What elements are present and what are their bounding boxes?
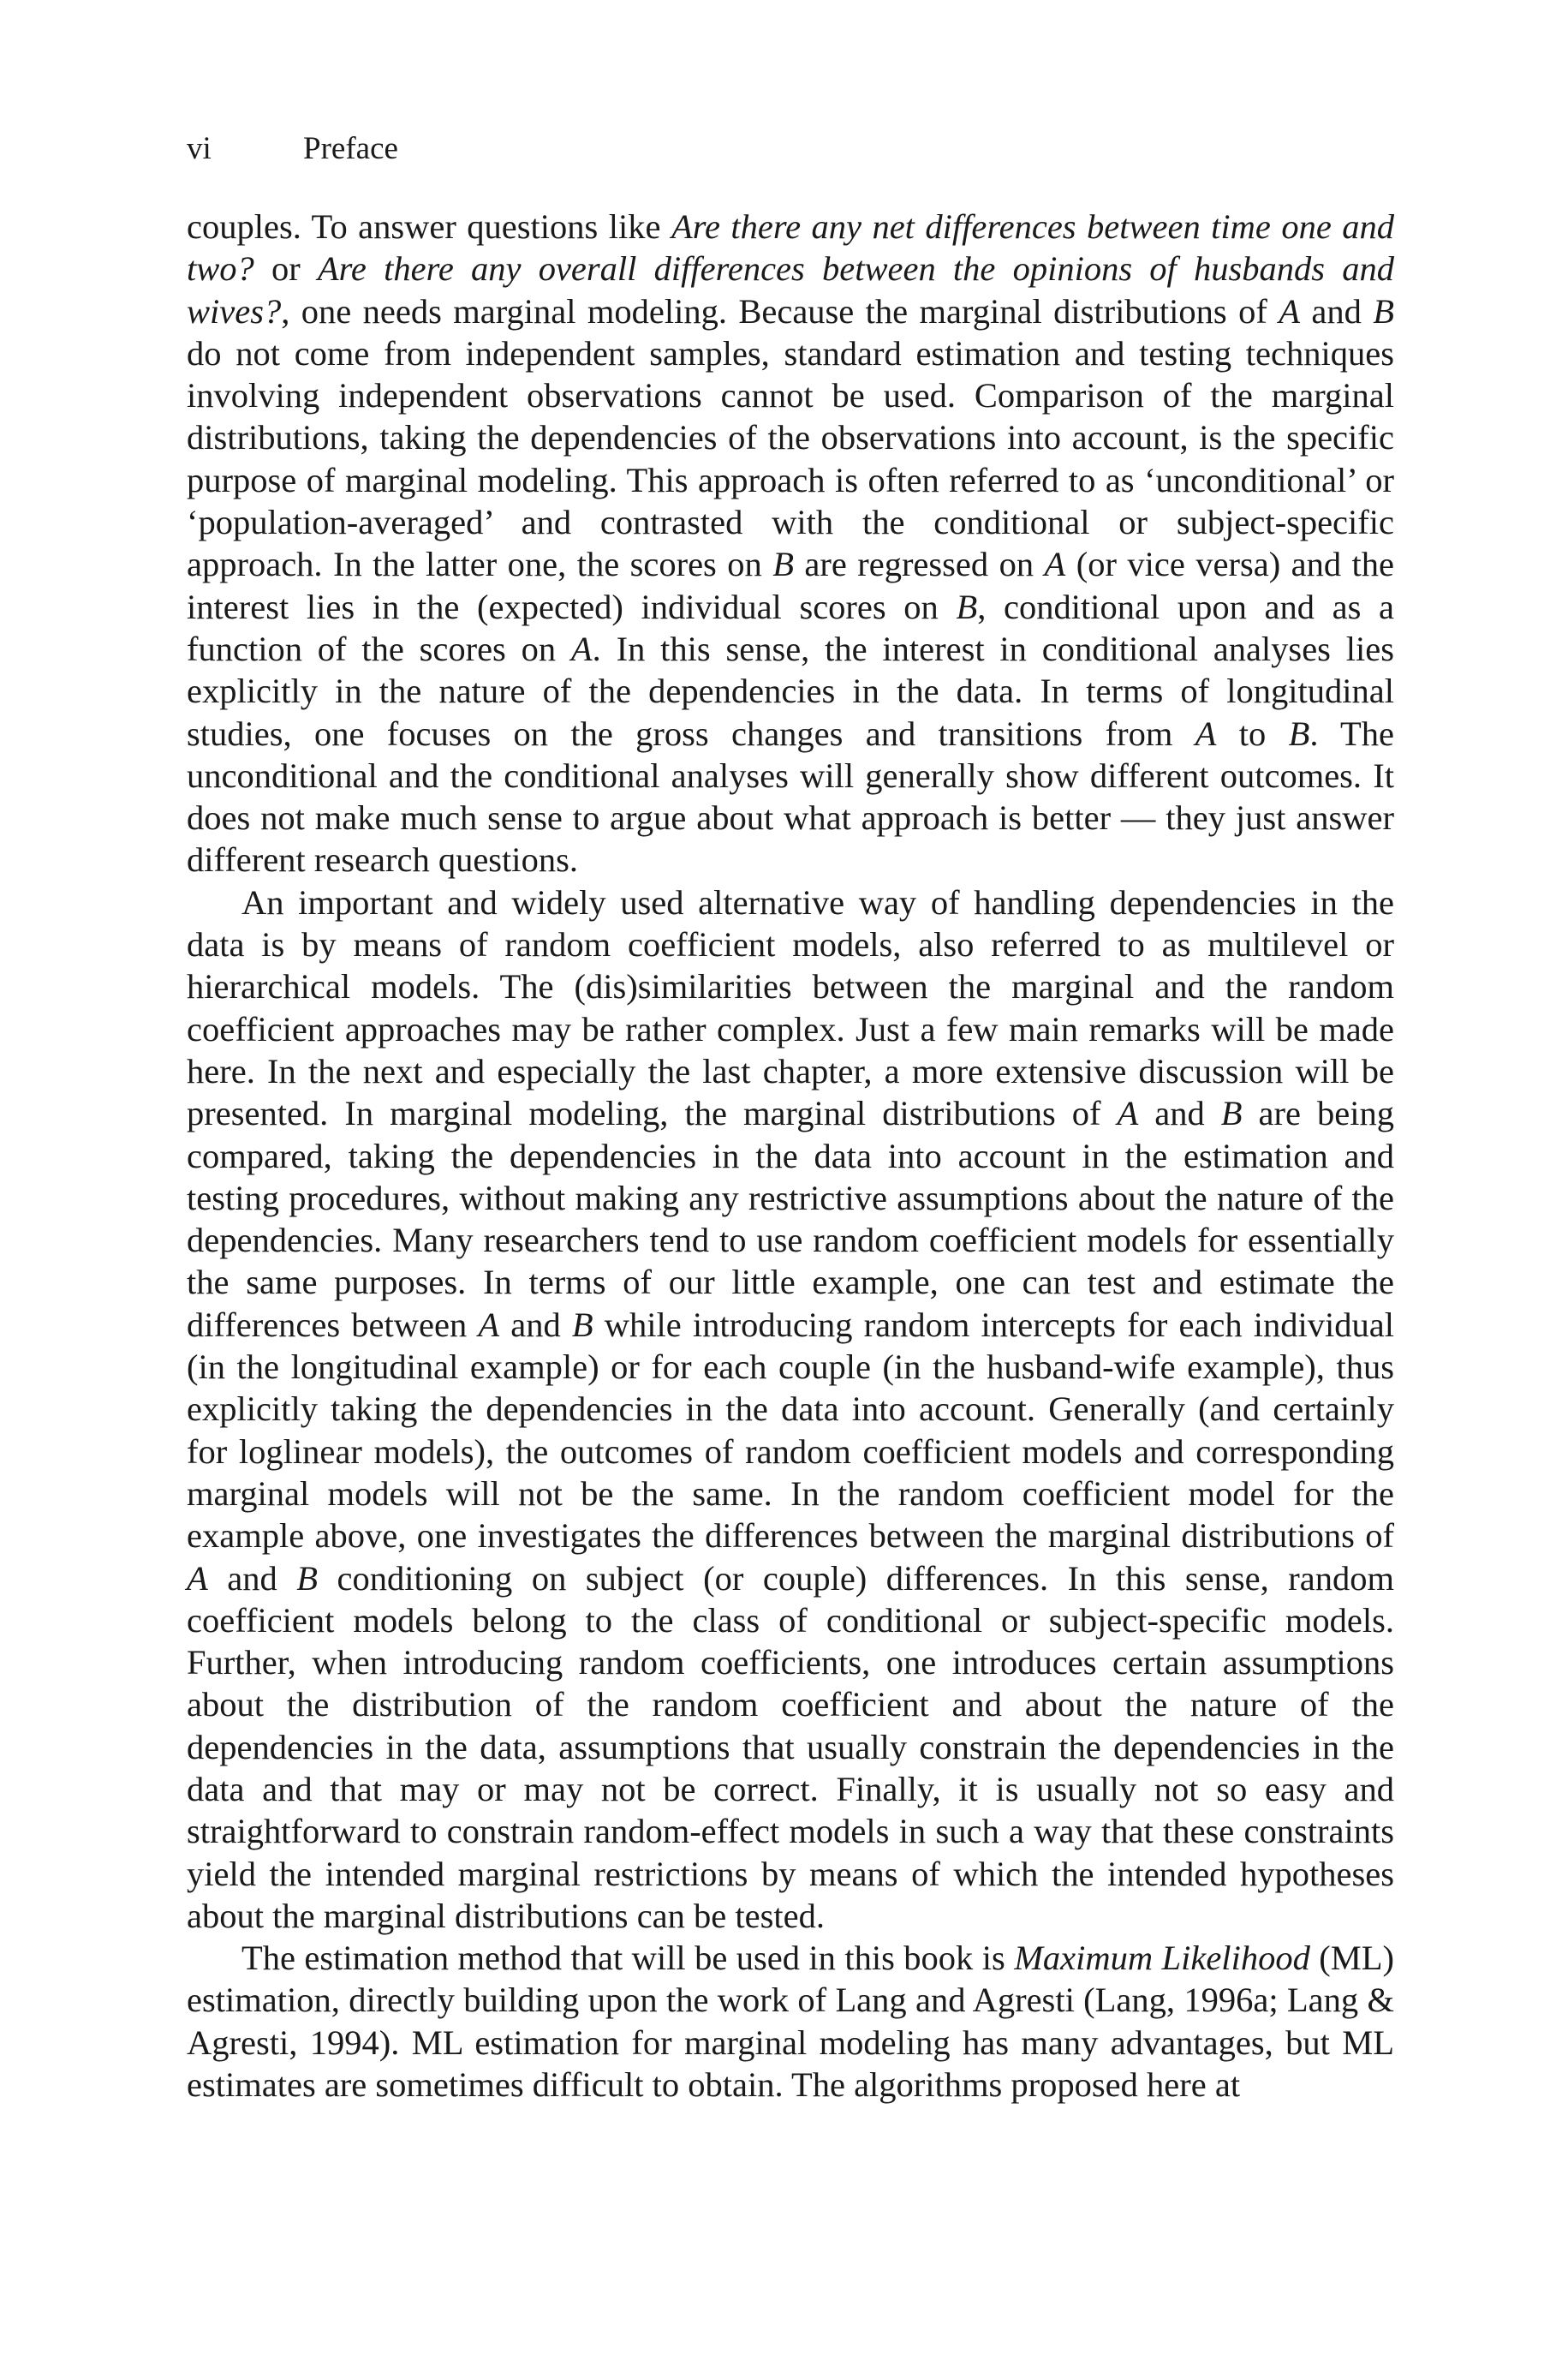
text-run: or [253, 249, 318, 289]
paragraph-2 [187, 881, 1394, 1937]
text-run: , conditional upon and as a function of the scores on [187, 587, 1394, 668]
italic-text: B [1288, 714, 1310, 753]
italic-text: B [571, 1305, 593, 1344]
text-run: . The unconditional and the conditional analyses will generally show different outcomes. It does not make much sense to argue about what approach is better — they just answer different research questions. [187, 714, 1394, 880]
text-run: and [499, 1305, 572, 1344]
italic-text: Maximum Likelihood [1014, 1939, 1310, 1978]
paragraph-3 [187, 1937, 1394, 2106]
text-run: and [1299, 291, 1374, 331]
running-title: Preface [303, 131, 398, 166]
italic-text: B [956, 587, 978, 626]
italic-text: B [772, 545, 794, 584]
italic-text: A [1117, 1094, 1139, 1133]
body-text [187, 206, 1394, 2106]
text-run: . In this sense, the interest in conditional analyses lies explicitly in the nature of the dependencies in the data. In terms of longitudinal studies, one focuses on the gross changes and transitions from [187, 629, 1394, 753]
text-run: are regressed on [793, 545, 1045, 584]
text-run: The estimation method that will be used in this book is [241, 1939, 1015, 1978]
paragraph-1 [187, 206, 1394, 881]
text-run: do not come from independent samples, standard estimation and testing techniques involving independent observations cannot be used. Comparison of the marginal distributions, taking the dependencies of the observations into account, is the specific purpose of marginal modeling. This approach is often referred to as ‘unconditional’ or ‘population-averaged’ and contrasted with the conditional or subject-specific approach. In the latter one, the scores on [187, 333, 1394, 584]
italic-text: Are there any overall differences between the opinions of husbands and wives? [187, 249, 1394, 331]
text-run: conditioning on subject (or couple) differences. In this sense, random coefficient models belong to the class of conditional or subject-specific models. Further, when introducing random coefficients, one introduces certain assumptions about the distribution of the random coefficient and about the nature of the dependencies in the data, assumptions that usually constrain the dependencies in the data and that may or may not be correct. Finally, it is usually not so easy and straightforward to constrain random-effect models in such a way that these constraints yield the intended marginal restrictions by means of which the intended hypotheses about the marginal distributions can be tested. [187, 1558, 1394, 1935]
text-run: couples. To answer questions like [187, 207, 671, 246]
text-run: are being compared, taking the dependencies in the data into account in the estimation and testing procedures, without making any restrictive assumptions about the nature of the dependencies. Many researchers tend to use random coefficient models for essentially the same purposes. In terms of our little example, one can test and estimate the differences between [187, 1094, 1394, 1344]
text-run: and [1138, 1094, 1221, 1133]
italic-text: A [187, 1558, 208, 1598]
page-number: vi [187, 131, 212, 166]
text-run: An important and widely used alternative way of handling dependencies in the data is by means of random coefficient models, also referred to as multilevel or hierarchical models. The (dis)similarities between the marginal and the random coefficient approaches may be rather complex. Just a few main remarks will be made here. In the next and especially the last chapter, a more extensive discussion will be presented. In marginal modeling, the marginal distributions of [187, 882, 1394, 1133]
text-run: and [207, 1558, 297, 1598]
text-run: while introducing random intercepts for each individual (in the longitudinal example) or for each couple (in the husband-wife example), thus explicitly taking the dependencies in the data into account. Generally (and certainly for loglinear models), the outcomes of random coefficient models and corresponding marginal models will not be the same. In the random coefficient model for the example above, one investigates the differences between the marginal distributions of [187, 1305, 1394, 1556]
text-run: , one needs marginal modeling. Because the marginal distributions of [281, 291, 1279, 331]
italic-text: A [1044, 545, 1066, 584]
italic-text: A [1279, 291, 1300, 331]
italic-text: B [1373, 291, 1394, 331]
italic-text: A [570, 629, 593, 668]
text-run: (ML) estimation, directly building upon the work of Lang and Agresti (Lang, 1996a; Lang & Agresti, 1994). ML estimation for marginal modeling has many advantages, but ML estimates are sometimes difficult to obtain. The algorithms proposed here at [187, 1939, 1394, 2105]
running-head [187, 130, 398, 168]
italic-text: A [478, 1305, 500, 1344]
italic-text: B [1220, 1094, 1243, 1133]
text-run: (or vice versa) and the interest lies in the (expected) individual scores on [187, 545, 1394, 626]
italic-text: B [296, 1558, 319, 1598]
italic-text: A [1195, 714, 1217, 753]
italic-text: Are there any net differences between time one and two? [187, 207, 1395, 289]
text-run: to [1216, 714, 1289, 753]
